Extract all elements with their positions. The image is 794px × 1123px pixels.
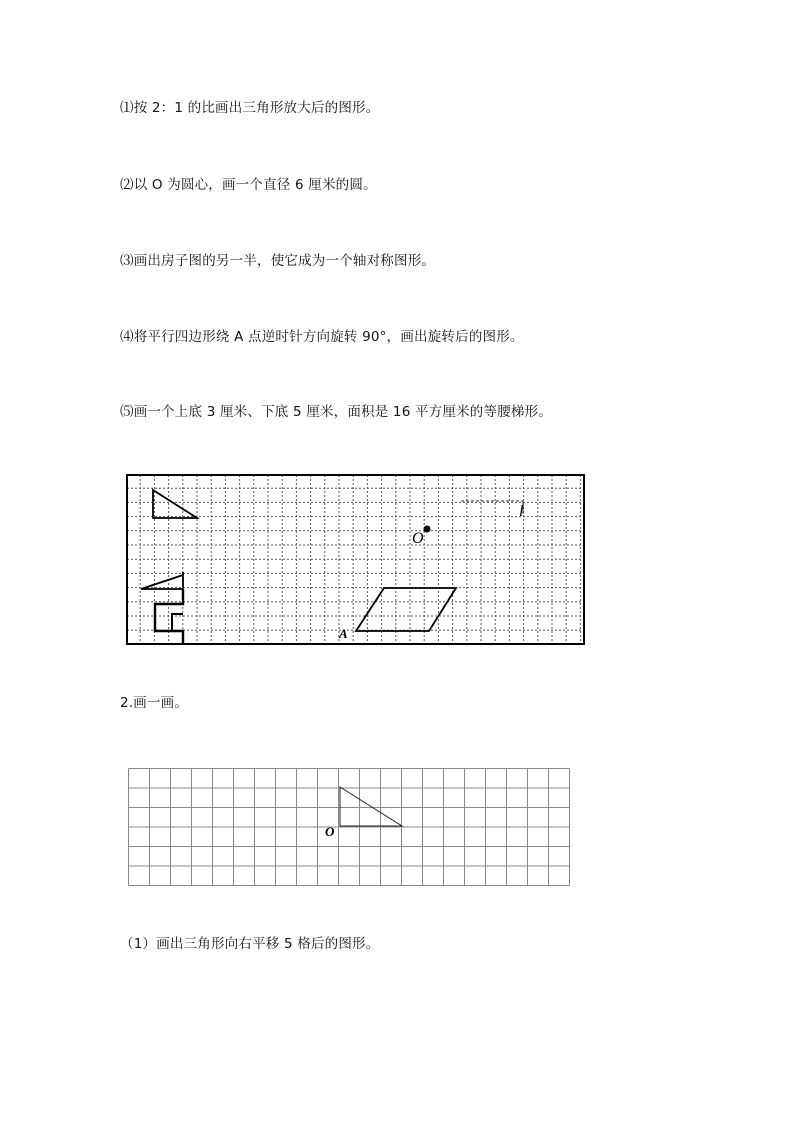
question-1: ⑴按 2：1 的比画出三角形放大后的图形。 — [120, 100, 380, 116]
triangle-shape — [153, 490, 197, 518]
grid-figure-1 — [126, 474, 586, 650]
house-roof — [141, 572, 183, 589]
label-o: O — [412, 530, 424, 547]
right-triangle-shape — [340, 787, 402, 826]
question-3: ⑶画出房子图的另一半，使它成为一个轴对称图形。 — [120, 253, 436, 269]
grid-figure-2 — [128, 768, 575, 890]
parallelogram-shape — [356, 588, 456, 631]
grid-1-lines — [127, 475, 584, 644]
question-4: ⑷将平行四边形绕 A 点逆时针方向旋转 90°，画出旋转后的图形。 — [120, 329, 524, 345]
question-5: ⑸画一个上底 3 厘米、下底 5 厘米，面积是 16 平方厘米的等腰梯形。 — [120, 404, 553, 420]
grid-2-svg — [128, 768, 575, 886]
house-door — [172, 614, 183, 631]
label-l: l — [519, 503, 524, 520]
question-2: ⑵以 O 为圆心，画一个直径 6 厘米的圆。 — [120, 177, 377, 193]
section-2-title: 2.画一画。 — [120, 695, 189, 711]
label-o-grid-2: O — [325, 824, 335, 839]
sub-question-1: （1）画出三角形向右平移 5 格后的图形。 — [120, 936, 380, 952]
grid-1-svg — [126, 474, 586, 646]
point-o — [424, 526, 431, 533]
grid-2-lines — [129, 769, 570, 886]
label-a: A — [339, 626, 348, 641]
